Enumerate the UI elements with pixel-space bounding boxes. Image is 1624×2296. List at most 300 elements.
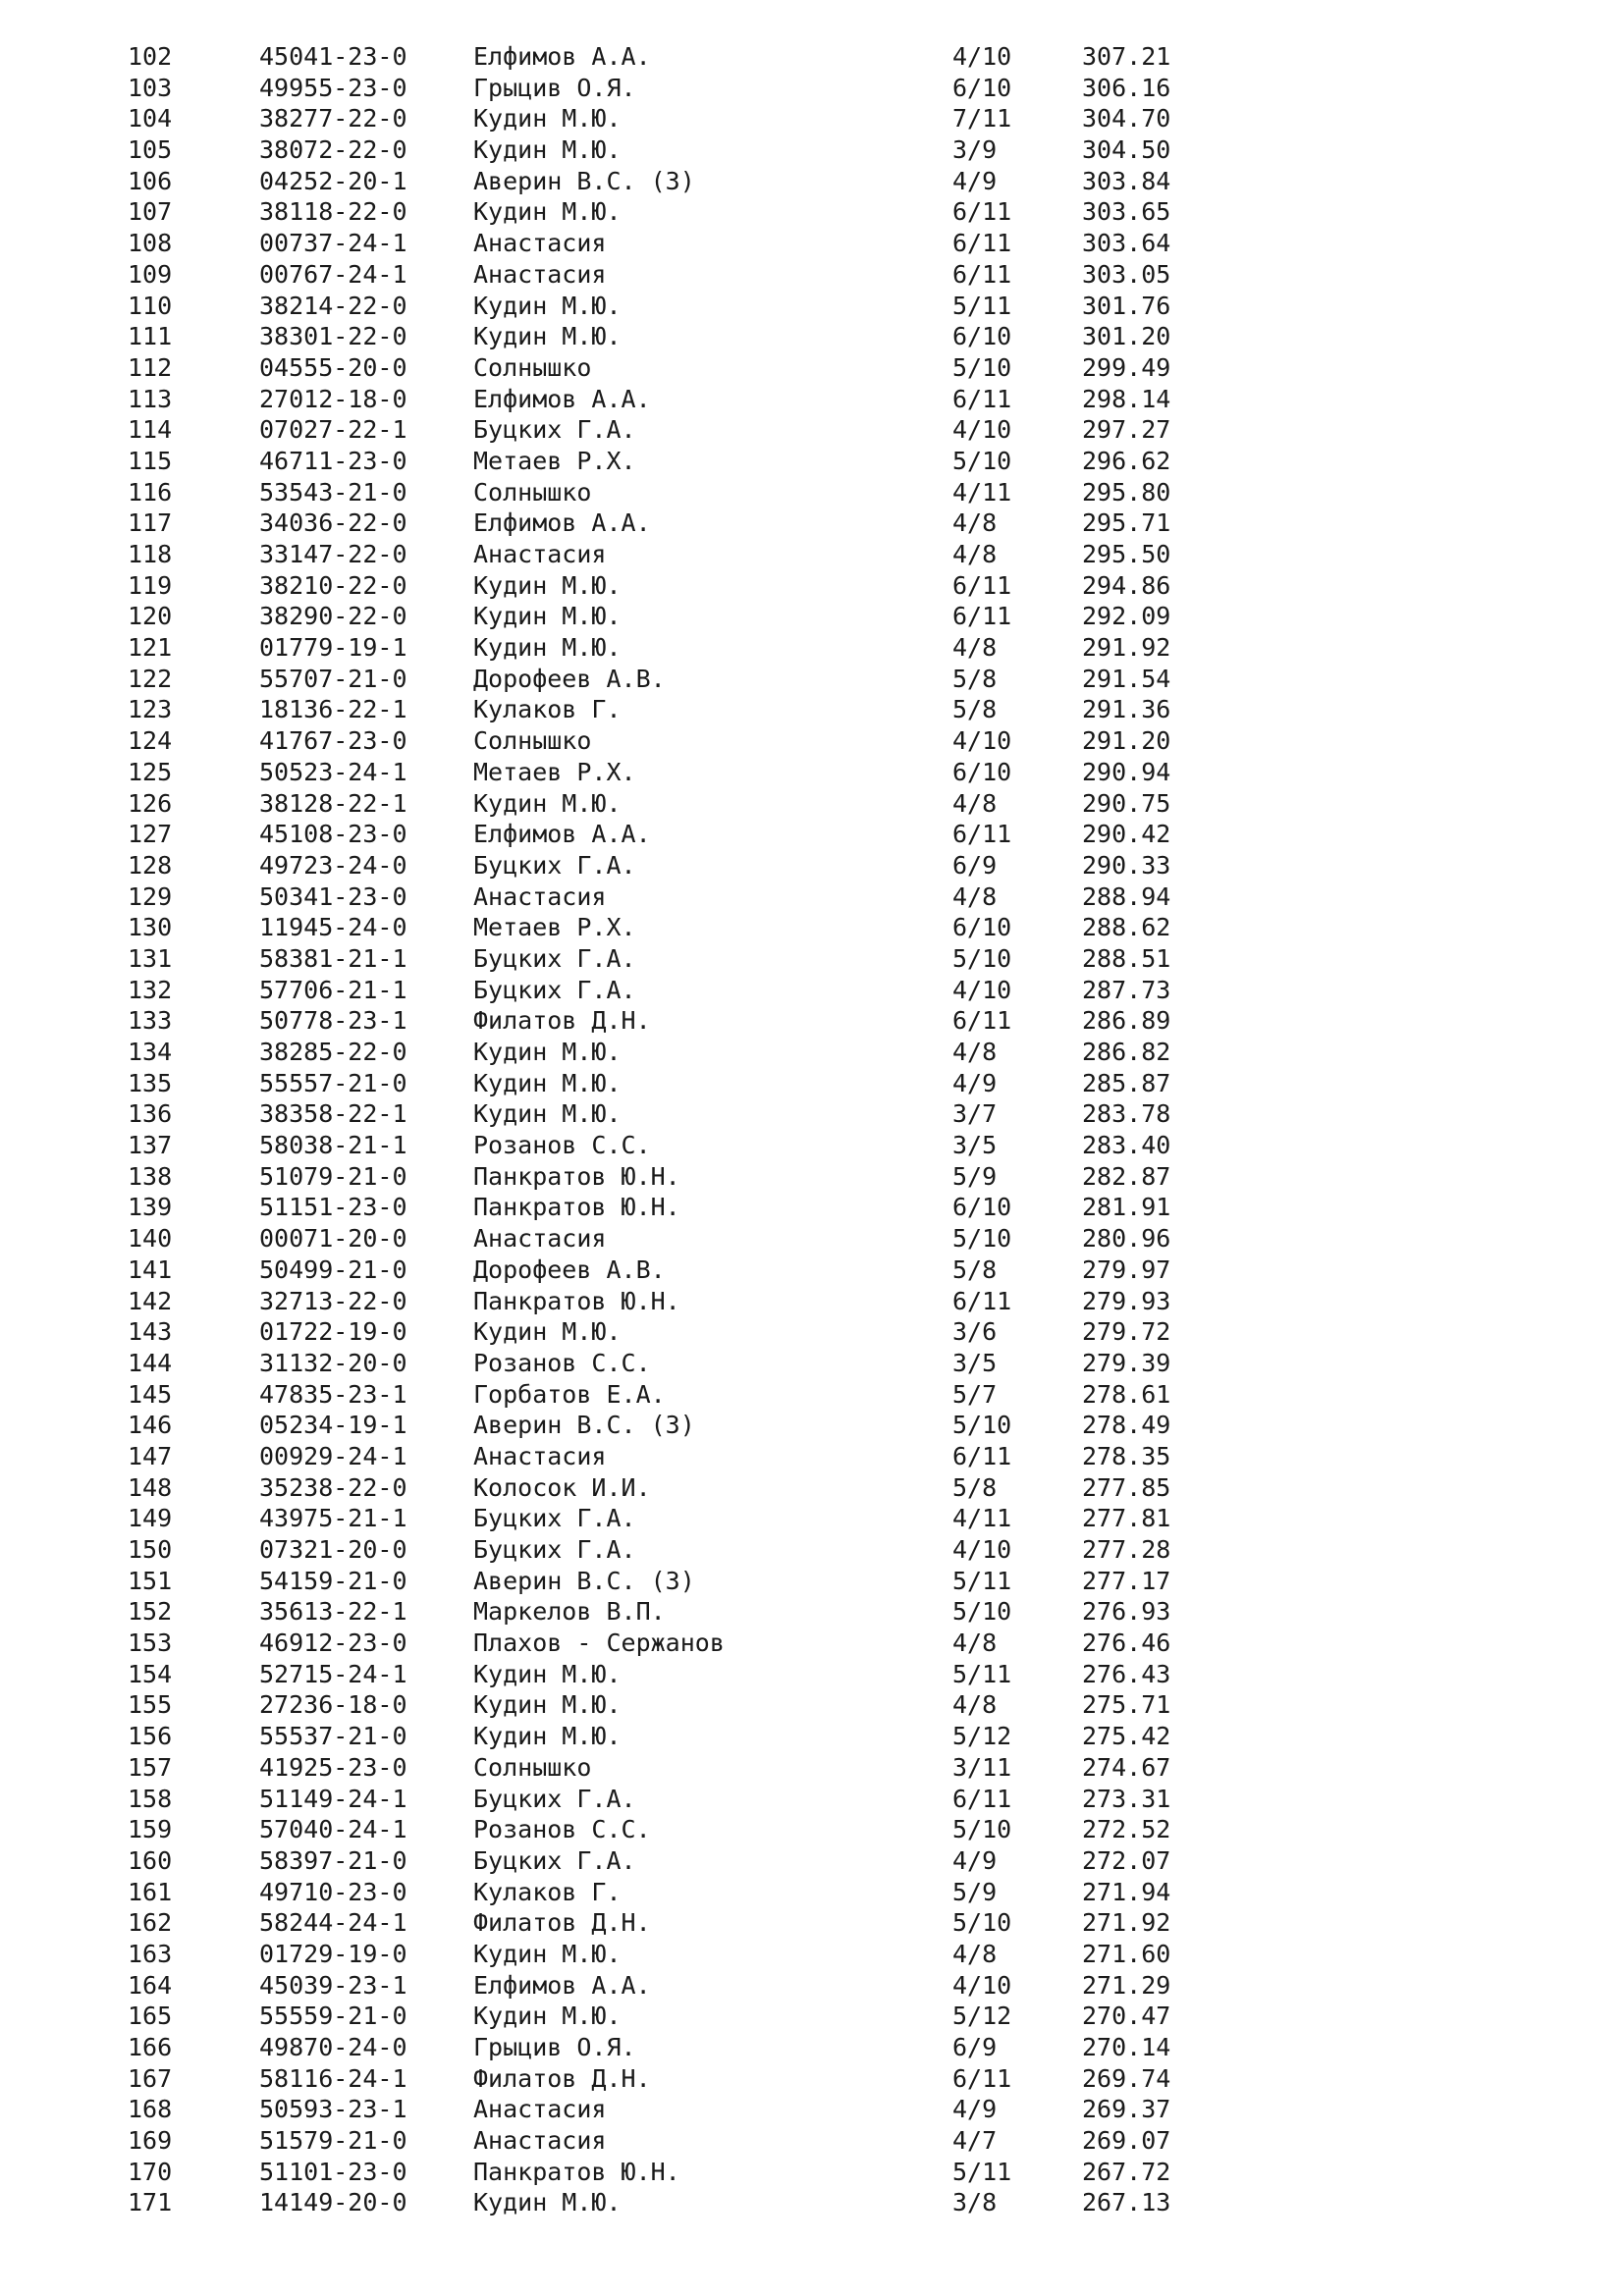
owner-name: Кудин М.Ю. [473,1317,622,1347]
row-number: 162 [128,1908,173,1938]
row-number: 114 [128,415,173,445]
row-number: 137 [128,1131,173,1160]
row-number: 134 [128,1038,173,1066]
score-value: 279.97 [1082,1255,1171,1284]
entry-id: 38285-22-0 [259,1038,407,1066]
ratio-value: 4/10 [952,726,1012,756]
ratio-value: 4/10 [952,415,1012,445]
list-item [0,1098,1624,1130]
score-value: 278.49 [1082,1411,1171,1440]
row-number: 161 [128,1877,173,1906]
score-value: 306.16 [1082,73,1171,102]
entry-id: 00929-24-1 [259,1441,407,1470]
list-item [0,2157,1624,2188]
ratio-value: 5/10 [952,1411,1012,1440]
entry-id: 51101-23-0 [259,2157,407,2186]
entry-id: 41767-23-0 [259,726,407,756]
list-item [0,632,1624,664]
ratio-value: 6/11 [952,820,1012,849]
list-item [0,1441,1624,1472]
score-value: 277.17 [1082,1566,1171,1595]
row-number: 168 [128,2095,173,2124]
entry-id: 50523-24-1 [259,757,407,786]
score-value: 271.94 [1082,1877,1171,1906]
entry-id: 07321-20-0 [259,1535,407,1564]
ratio-value: 4/11 [952,477,1012,507]
list-item [0,2063,1624,2095]
list-item [0,1845,1624,1877]
row-number: 131 [128,943,173,973]
entry-id: 45041-23-0 [259,42,407,71]
owner-name: Кудин М.Ю. [473,1690,622,1720]
score-value: 277.28 [1082,1535,1171,1564]
list-item [0,539,1624,570]
list-item [0,414,1624,446]
results-list [0,41,1624,2218]
owner-name: Буцких Г.А. [473,975,636,1004]
owner-name: Кудин М.Ю. [473,322,622,351]
entry-id: 53543-21-0 [259,477,407,507]
list-item [0,446,1624,477]
row-number: 144 [128,1348,173,1377]
owner-name: Анастасия [473,259,607,289]
owner-name: Кудин М.Ю. [473,602,622,631]
score-value: 278.61 [1082,1379,1171,1409]
row-number: 136 [128,1099,173,1129]
owner-name: Метаев Р.Х. [473,913,636,942]
owner-name: Буцких Г.А. [473,943,636,973]
owner-name: Кудин М.Ю. [473,1038,622,1066]
row-number: 167 [128,2063,173,2093]
ratio-value: 4/8 [952,508,998,538]
list-item [0,1970,1624,2002]
owner-name: Елфимов А.А. [473,42,651,71]
owner-name: Елфимов А.А. [473,820,651,849]
owner-name: Кудин М.Ю. [473,104,622,133]
entry-id: 32713-22-0 [259,1286,407,1315]
row-number: 128 [128,850,173,880]
score-value: 291.20 [1082,726,1171,756]
ratio-value: 6/10 [952,73,1012,102]
owner-name: Панкратов Ю.Н. [473,2157,680,2186]
score-value: 286.82 [1082,1038,1171,1066]
owner-name: Грыцив О.Я. [473,2033,636,2061]
entry-id: 58116-24-1 [259,2063,407,2093]
owner-name: Розанов С.С. [473,1131,651,1160]
ratio-value: 4/9 [952,2095,998,2124]
row-number: 155 [128,1690,173,1720]
list-item [0,166,1624,197]
row-number: 158 [128,1784,173,1813]
ratio-value: 5/12 [952,2002,1012,2031]
entry-id: 05234-19-1 [259,1411,407,1440]
list-item [0,1037,1624,1068]
owner-name: Анастасия [473,2095,607,2124]
score-value: 270.47 [1082,2002,1171,2031]
list-item [0,1503,1624,1534]
ratio-value: 5/10 [952,943,1012,973]
owner-name: Аверин В.С. (З) [473,1411,695,1440]
entry-id: 11945-24-0 [259,913,407,942]
owner-name: Буцких Г.А. [473,1784,636,1813]
owner-name: Кудин М.Ю. [473,1659,622,1688]
list-item [0,664,1624,695]
row-number: 170 [128,2157,173,2186]
row-number: 130 [128,913,173,942]
owner-name: Кудин М.Ю. [473,2002,622,2031]
owner-name: Аверин В.С. (З) [473,1566,695,1595]
list-item [0,1596,1624,1628]
score-value: 304.50 [1082,135,1171,165]
owner-name: Анастасия [473,1441,607,1470]
row-number: 129 [128,881,173,911]
entry-id: 55707-21-0 [259,664,407,693]
row-number: 105 [128,135,173,165]
score-value: 273.31 [1082,1784,1171,1813]
list-item [0,1877,1624,1908]
list-item [0,1534,1624,1566]
row-number: 156 [128,1722,173,1751]
entry-id: 04555-20-0 [259,352,407,382]
entry-id: 55557-21-0 [259,1068,407,1097]
row-number: 141 [128,1255,173,1284]
entry-id: 01779-19-1 [259,633,407,663]
row-number: 124 [128,726,173,756]
entry-id: 49710-23-0 [259,1877,407,1906]
list-item [0,1784,1624,1815]
ratio-value: 4/8 [952,1629,998,1658]
owner-name: Кудин М.Ю. [473,633,622,663]
score-value: 276.46 [1082,1629,1171,1658]
row-number: 147 [128,1441,173,1470]
score-value: 295.71 [1082,508,1171,538]
row-number: 138 [128,1161,173,1191]
score-value: 269.74 [1082,2063,1171,2093]
ratio-value: 6/9 [952,850,998,880]
entry-id: 58397-21-0 [259,1845,407,1875]
owner-name: Маркелов В.П. [473,1597,666,1627]
score-value: 295.50 [1082,540,1171,568]
list-item [0,757,1624,788]
ratio-value: 4/9 [952,1068,998,1097]
score-value: 274.67 [1082,1752,1171,1782]
list-item [0,1566,1624,1597]
owner-name: Кулаков Г. [473,1877,622,1906]
ratio-value: 5/7 [952,1379,998,1409]
list-item [0,1161,1624,1193]
entry-id: 58244-24-1 [259,1908,407,1938]
ratio-value: 3/5 [952,1348,998,1377]
owner-name: Панкратов Ю.Н. [473,1193,680,1222]
ratio-value: 6/11 [952,229,1012,258]
row-number: 108 [128,229,173,258]
list-item [0,1907,1624,1939]
owner-name: Филатов Д.Н. [473,1908,651,1938]
score-value: 303.84 [1082,166,1171,195]
score-value: 291.36 [1082,695,1171,724]
list-item [0,601,1624,632]
owner-name: Плахов - Сержанов [473,1629,725,1658]
list-item [0,1005,1624,1037]
score-value: 286.89 [1082,1006,1171,1036]
list-item [0,1752,1624,1784]
entry-id: 57040-24-1 [259,1815,407,1844]
score-value: 276.43 [1082,1659,1171,1688]
score-value: 267.72 [1082,2157,1171,2186]
score-value: 292.09 [1082,602,1171,631]
ratio-value: 5/11 [952,1659,1012,1688]
row-number: 106 [128,166,173,195]
owner-name: Дорофеев А.В. [473,1255,666,1284]
entry-id: 50499-21-0 [259,1255,407,1284]
owner-name: Анастасия [473,881,607,911]
score-value: 271.29 [1082,1970,1171,2000]
entry-id: 45039-23-1 [259,1970,407,2000]
list-item [0,1814,1624,1845]
list-item [0,788,1624,820]
list-item [0,259,1624,291]
ratio-value: 6/11 [952,602,1012,631]
list-item [0,1286,1624,1317]
list-item [0,352,1624,384]
score-value: 283.78 [1082,1099,1171,1129]
entry-id: 38290-22-0 [259,602,407,631]
ratio-value: 4/8 [952,1038,998,1066]
ratio-value: 3/6 [952,1317,998,1347]
list-item [0,1939,1624,1970]
row-number: 107 [128,197,173,227]
entry-id: 38128-22-1 [259,788,407,818]
entry-id: 33147-22-0 [259,540,407,568]
entry-id: 38118-22-0 [259,197,407,227]
owner-name: Филатов Д.Н. [473,1006,651,1036]
row-number: 160 [128,1845,173,1875]
owner-name: Дорофеев А.В. [473,664,666,693]
list-item [0,1379,1624,1411]
row-number: 154 [128,1659,173,1688]
owner-name: Солнышко [473,1752,592,1782]
ratio-value: 6/11 [952,1784,1012,1813]
ratio-value: 6/11 [952,259,1012,289]
list-item [0,1192,1624,1223]
ratio-value: 5/9 [952,1877,998,1906]
row-number: 110 [128,291,173,320]
entry-id: 01729-19-0 [259,1939,407,1968]
owner-name: Розанов С.С. [473,1348,651,1377]
row-number: 151 [128,1566,173,1595]
ratio-value: 5/11 [952,1566,1012,1595]
row-number: 163 [128,1939,173,1968]
entry-id: 01722-19-0 [259,1317,407,1347]
ratio-value: 3/9 [952,135,998,165]
list-item [0,1223,1624,1255]
ratio-value: 5/8 [952,1472,998,1502]
score-value: 269.37 [1082,2095,1171,2124]
row-number: 145 [128,1379,173,1409]
owner-name: Анастасия [473,2126,607,2156]
list-item [0,1659,1624,1690]
row-number: 112 [128,352,173,382]
entry-id: 50593-23-1 [259,2095,407,2124]
owner-name: Анастасия [473,1224,607,1254]
ratio-value: 4/8 [952,1939,998,1968]
ratio-value: 4/10 [952,42,1012,71]
owner-name: Кудин М.Ю. [473,1099,622,1129]
entry-id: 38072-22-0 [259,135,407,165]
entry-id: 50341-23-0 [259,881,407,911]
score-value: 288.62 [1082,913,1171,942]
entry-id: 43975-21-1 [259,1504,407,1533]
list-item [0,570,1624,602]
score-value: 298.14 [1082,384,1171,413]
ratio-value: 4/10 [952,975,1012,1004]
list-item [0,1316,1624,1348]
score-value: 294.86 [1082,570,1171,600]
entry-id: 50778-23-1 [259,1006,407,1036]
ratio-value: 4/9 [952,1845,998,1875]
entry-id: 38301-22-0 [259,322,407,351]
score-value: 288.51 [1082,943,1171,973]
entry-id: 27012-18-0 [259,384,407,413]
list-item [0,819,1624,850]
ratio-value: 5/9 [952,1161,998,1191]
row-number: 142 [128,1286,173,1315]
entry-id: 49955-23-0 [259,73,407,102]
list-item [0,1721,1624,1752]
ratio-value: 7/11 [952,104,1012,133]
score-value: 296.62 [1082,446,1171,475]
score-value: 290.75 [1082,788,1171,818]
score-value: 276.93 [1082,1597,1171,1627]
list-item [0,103,1624,134]
list-item [0,1068,1624,1099]
list-item [0,975,1624,1006]
entry-id: 55537-21-0 [259,1722,407,1751]
entry-id: 38358-22-1 [259,1099,407,1129]
score-value: 280.96 [1082,1224,1171,1254]
entry-id: 38210-22-0 [259,570,407,600]
entry-id: 52715-24-1 [259,1659,407,1688]
ratio-value: 5/10 [952,352,1012,382]
ratio-value: 4/8 [952,788,998,818]
ratio-value: 4/8 [952,540,998,568]
list-item [0,228,1624,259]
score-value: 272.07 [1082,1845,1171,1875]
owner-name: Буцких Г.А. [473,1504,636,1533]
row-number: 143 [128,1317,173,1347]
owner-name: Кудин М.Ю. [473,2188,622,2217]
row-number: 103 [128,73,173,102]
ratio-value: 4/11 [952,1504,1012,1533]
ratio-value: 6/11 [952,197,1012,227]
owner-name: Горбатов Е.А. [473,1379,666,1409]
owner-name: Солнышко [473,352,592,382]
score-value: 278.35 [1082,1441,1171,1470]
ratio-value: 3/7 [952,1099,998,1129]
score-value: 288.94 [1082,881,1171,911]
row-number: 127 [128,820,173,849]
ratio-value: 6/11 [952,1006,1012,1036]
entry-id: 00767-24-1 [259,259,407,289]
entry-id: 34036-22-0 [259,508,407,538]
entry-id: 18136-22-1 [259,695,407,724]
owner-name: Грыцив О.Я. [473,73,636,102]
score-value: 287.73 [1082,975,1171,1004]
owner-name: Кудин М.Ю. [473,197,622,227]
list-item [0,881,1624,913]
entry-id: 00071-20-0 [259,1224,407,1254]
list-item [0,2094,1624,2125]
score-value: 282.87 [1082,1161,1171,1191]
list-item [0,134,1624,166]
entry-id: 55559-21-0 [259,2002,407,2031]
entry-id: 54159-21-0 [259,1566,407,1595]
ratio-value: 3/5 [952,1131,998,1160]
score-value: 290.33 [1082,850,1171,880]
ratio-value: 6/10 [952,913,1012,942]
row-number: 150 [128,1535,173,1564]
ratio-value: 5/10 [952,1908,1012,1938]
score-value: 272.52 [1082,1815,1171,1844]
score-value: 291.54 [1082,664,1171,693]
list-item [0,943,1624,975]
row-number: 149 [128,1504,173,1533]
list-item [0,1689,1624,1721]
ratio-value: 5/11 [952,2157,1012,2186]
list-item [0,1348,1624,1379]
list-item [0,196,1624,228]
list-item [0,1255,1624,1286]
entry-id: 35613-22-1 [259,1597,407,1627]
ratio-value: 4/7 [952,2126,998,2156]
owner-name: Розанов С.С. [473,1815,651,1844]
ratio-value: 5/8 [952,695,998,724]
row-number: 165 [128,2002,173,2031]
owner-name: Панкратов Ю.Н. [473,1161,680,1191]
row-number: 146 [128,1411,173,1440]
list-item [0,2125,1624,2157]
entry-id: 51149-24-1 [259,1784,407,1813]
owner-name: Солнышко [473,726,592,756]
owner-name: Кудин М.Ю. [473,135,622,165]
row-number: 139 [128,1193,173,1222]
owner-name: Буцких Г.А. [473,1535,636,1564]
owner-name: Анастасия [473,229,607,258]
list-item [0,2001,1624,2032]
row-number: 111 [128,322,173,351]
score-value: 307.21 [1082,42,1171,71]
owner-name: Буцких Г.А. [473,850,636,880]
owner-name: Кудин М.Ю. [473,291,622,320]
score-value: 299.49 [1082,352,1171,382]
ratio-value: 6/10 [952,757,1012,786]
row-number: 153 [128,1629,173,1658]
row-number: 102 [128,42,173,71]
row-number: 116 [128,477,173,507]
list-item [0,912,1624,943]
score-value: 279.93 [1082,1286,1171,1315]
row-number: 132 [128,975,173,1004]
ratio-value: 3/8 [952,2188,998,2217]
score-value: 303.64 [1082,229,1171,258]
owner-name: Кудин М.Ю. [473,1722,622,1751]
list-item [0,850,1624,881]
row-number: 125 [128,757,173,786]
list-item [0,321,1624,352]
score-value: 279.39 [1082,1348,1171,1377]
entry-id: 51079-21-0 [259,1161,407,1191]
owner-name: Кудин М.Ю. [473,570,622,600]
